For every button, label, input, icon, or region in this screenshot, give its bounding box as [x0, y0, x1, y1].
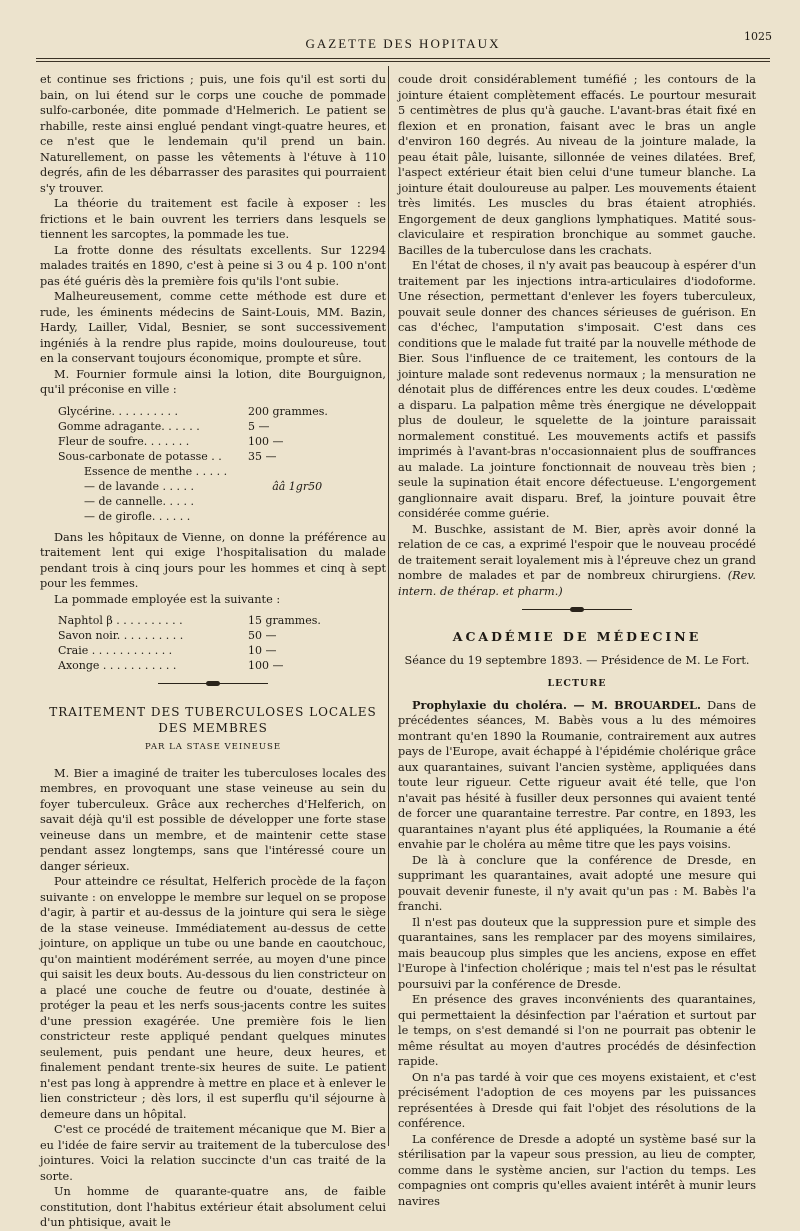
- paragraph: En l'état de choses, il n'y avait pas beaucoup à espérer d'un traitement par les injections intra-articulaires d'iodoforme. Une résection, permettant d'enlever les foyers tuberculeux, pouvait seule donner des chances sérieuses de guérison. En cas d'échec, l'amputation s'imposait. C'est dans ces conditions que le malade fut traité par la nouvelle méthode de Bier. Sous l'influence de ce traitement, les contours de la jointure malade sont redevenus normaux ; la mensuration ne dénotait plus de différences entre les deux coudes. L'œdème a disparu. La palpation même très énergique ne développait plus de douleur, le squelette de la jointure paraissait normalement constitué. Les mouvements actifs et passifs imprimés à l'avant-bras n'occasionnaient plus de souffrances au malade. La jointure fonctionnait de nouveau très bien ; seule la supination était encore défectueuse. L'engorgement ganglionnaire avait disparu. Bref, la jointure pouvait être considérée comme guérie.: [398, 259, 756, 520]
- recipe-row: [58, 613, 386, 628]
- left-column: [40, 72, 386, 1231]
- citation: (Rev. intern. de thérap. et pharm.): [398, 569, 756, 598]
- recipe-row: [58, 479, 386, 494]
- academy-title: ACADÉMIE DE MÉDECINE: [452, 629, 702, 644]
- ingredient: Sous-carbonate de potasse . .: [58, 449, 222, 463]
- pomade-recipe: [58, 613, 386, 673]
- paragraph-text: M. Buschke, assistant de M. Bier, après avoir donné la relation de ce cas, a exprimé l'espoir que le nouveau procédé de traitement serait loyalement mis à l'épreuve chez un grand nombre de malades et par de nombreux chirurgiens.: [398, 522, 756, 582]
- lecture-heading: LECTURE: [547, 678, 607, 689]
- ingredient: Naphtol β . . . . . . . . . .: [58, 614, 183, 627]
- ingredient: — de lavande . . . . .: [84, 479, 194, 493]
- header-rule: [36, 58, 770, 59]
- paragraph: M. Bier a imaginé de traiter les tuberculoses locales des membres, en provoquant une stase veineuse au sein du foyer tuberculeux. Grâce aux recherches d'Helferich, on savait déjà qu'il est possible de développer une forte stase veineuse dans un membre, et de maintenir cette stase pendant assez longtemps, sans que l'intéressé coure un danger sérieux.: [40, 766, 386, 873]
- ornament-divider: [522, 607, 632, 613]
- ingredient: Savon noir. . . . . . . . . .: [58, 629, 184, 642]
- page-header: [30, 30, 776, 58]
- paragraph: et continue ses frictions ; puis, une fois qu'il est sorti du bain, on lui étend sur le corps une couche de pommade sulfo-carbonée, dite pommade d'Helmerich. Le patient se rhabille, reste ainsi englué pendant vingt-quatre heures, et ce n'est que le lendemain qu'il prend un bain. Naturellement, on passe les vêtements à l'étuve à 110 degrés, afin de les débarrasser des parasites qui pourraient s'y trouver.: [40, 73, 386, 195]
- dose: 15 grammes.: [248, 614, 321, 627]
- recipe-row: [58, 434, 386, 449]
- recipe-row: [58, 419, 386, 434]
- ingredient: — de cannelle. . . . .: [84, 494, 194, 508]
- paragraph: Il n'est pas douteux que la suppression pure et simple des quarantaines, sans les remplacer par des moyens similaires, mais beaucoup plus simples que les anciens, expose en effet l'Europe à l'infection cholérique ; mais tel n'est pas le résultat poursuivi par la conférence de Dresde.: [398, 915, 756, 991]
- paragraph: La théorie du traitement est facile à exposer : les frictions et le bain ouvrent les terriers dans lesquels se tiennent les sarcoptes, la pommade les tue.: [40, 197, 386, 241]
- dose: 35 —: [248, 449, 277, 463]
- right-column: [398, 72, 756, 1209]
- dose: ââ 1gr50: [272, 479, 323, 493]
- dose: [269, 509, 386, 524]
- recipe-row: [58, 509, 386, 524]
- section-byline: PAR LA STASE VEINEUSE: [144, 742, 282, 752]
- recipe-row: [58, 658, 386, 673]
- paragraph-text: Dans de précédentes séances, M. Babès vous a lu des mémoires montrant qu'en 1890 la Roumanie, contrairement aux autres pays de l'Europe, avait échappé à l'épidémie cholérique grâce aux quarantaines, suivant l'ancien système, appliquées dans toute leur rigueur. Cette rigueur avait été telle, que l'on n'avait pas hésité à fusiller deux personnes qui avaient tenté de forcer une quarantaine terrestre. Par contre, en 1893, les quarantaines n'ayant plus été appliquées, la Roumanie a été envahie par le choléra au même titre que les pays voisins.: [398, 698, 757, 851]
- lotion-recipe: [58, 404, 386, 524]
- ingredient: Gomme adragante. . . . . .: [58, 419, 200, 433]
- ingredient: Glycérine. . . . . . . . . .: [58, 404, 178, 418]
- paragraph: C'est ce procédé de traitement mécanique que M. Bier a eu l'idée de faire servir au traitement de la tuberculose des jointures. Voici la relation succincte d'un cas traité de la sorte.: [40, 1123, 386, 1183]
- column-divider: [388, 66, 389, 1146]
- dose: 50 —: [248, 629, 277, 642]
- paragraph: Malheureusement, comme cette méthode est dure et rude, les éminents médecins de Saint-Louis, MM. Bazin, Hardy, Lailler, Vidal, Besnier, se sont successivement ingéniés à la rendre plus rapide, moins douloureuse, tout en la conservant toujours économique, prompte et sûre.: [40, 290, 386, 365]
- journal-title: GAZETTE DES HOPITAUX: [305, 36, 501, 51]
- dose: 100 —: [248, 434, 284, 448]
- ingredient: Essence de menthe . . . . .: [84, 464, 228, 478]
- recipe-row: [58, 494, 386, 509]
- dose: [269, 494, 386, 509]
- header-rule-double: [36, 61, 770, 62]
- article-lead: Prophylaxie du choléra. — M. BROUARDEL.: [412, 697, 701, 712]
- paragraph: En présence des graves inconvénients des quarantaines, qui permettaient la désinfection par l'aération et surtout par le temps, on s'est demandé si l'on ne pourrait pas obtenir le même résultat au moyen d'autres procédés de désinfection rapide.: [398, 993, 756, 1068]
- page-number: 1025: [744, 30, 772, 43]
- paragraph: [398, 698, 756, 853]
- paragraph: Pour atteindre ce résultat, Helferich procède de la façon suivante : on enveloppe le membre sur lequel on se propose d'agir, à partir et au-dessus de la jointure qui sera le siège de la stase veineuse. Immédiatement au-dessus de cette jointure, on applique un tube ou une bande en caoutchouc, qu'on maintient modérément serrée, au moyen d'une pince qui saisit les deux bouts. Au-dessous du lien constricteur on a placé une couche de feutre ou d'ouate, destinée à protéger la peau et les nerfs sous-jacents contre les suites d'une pression exagérée. Une première fois le lien constricteur reste appliqué pendant quelques minutes seulement, puis pendant une heure, deux heures, et finalement pendant trente-six heures de suite. Le patient n'est pas long à apprendre à mettre en place et à enlever le lien constricteur ; dès lors, il est superflu qu'il séjourne à demeure dans un hôpital.: [40, 875, 386, 1121]
- paragraph: La conférence de Dresde a adopté un système basé sur la stérilisation par la vapeur sous pression, au lieu de compter, comme dans le système ancien, sur l'action du temps. Les compagnies ont compris qu'elles avaient intérêt à munir leurs navires: [398, 1132, 756, 1208]
- ingredient: — de girofle. . . . . .: [84, 509, 191, 523]
- paragraph: Un homme de quarante-quatre ans, de faible constitution, dont l'habitus extérieur était absolument celui d'un phtisique, avait le: [40, 1185, 386, 1229]
- dose: [269, 464, 386, 479]
- session-line: Séance du 19 septembre 1893. — Présidence de M. Le Fort.: [404, 653, 750, 667]
- dose: 100 —: [248, 659, 284, 672]
- recipe-row: [58, 628, 386, 643]
- recipe-row: [58, 643, 386, 658]
- paragraph: coude droit considérablement tuméfié ; les contours de la jointure étaient complètement effacés. Le pourtour mesurait 5 centimètres de plus qu'à gauche. L'avant-bras était fixé en flexion et en pronation, faisant avec le bras un angle d'environ 160 degrés. Au niveau de la jointure malade, la peau était pâle, luisante, sillonnée de veines dilatées. Bref, l'aspect extérieur était bien celui d'une tumeur blanche. La jointure était douloureuse au palper. Les mouvements étaient très limités. Les muscles du bras étaient atrophiés. Engorgement de deux ganglions lymphatiques. Matité sous-claviculaire et respiration bronchique au sommet gauche. Bacilles de la tuberculose dans les crachats.: [398, 73, 756, 257]
- paragraph: [398, 522, 756, 600]
- dose: 10 —: [248, 644, 277, 657]
- recipe-row: [58, 449, 386, 464]
- ingredient: Craie . . . . . . . . . . . .: [58, 644, 173, 657]
- ingredient: Fleur de soufre. . . . . . .: [58, 434, 190, 448]
- paragraph: Dans les hôpitaux de Vienne, on donne la préférence au traitement lent qui exige l'hospitalisation du malade pendant trois à cinq jours pour les hommes et cinq à sept pour les femmes.: [40, 530, 386, 590]
- ornament-divider: [158, 681, 268, 687]
- recipe-row: [58, 464, 386, 479]
- paragraph: La pommade employée est la suivante :: [54, 592, 281, 606]
- recipe-row: [58, 404, 386, 419]
- ingredient: Axonge . . . . . . . . . . .: [58, 659, 177, 672]
- dose: 5 —: [248, 419, 270, 433]
- section-title: TRAITEMENT DES TUBERCULOSES LOCALES DES MEMBRES: [49, 705, 377, 735]
- paragraph: De là à conclure que la conférence de Dresde, en supprimant les quarantaines, avait adopté une mesure qui pouvait devenir funeste, il n'y avait qu'un pas : M. Babès l'a franchi.: [398, 853, 756, 913]
- dose: 200 grammes.: [248, 404, 328, 418]
- paragraph: On n'a pas tardé à voir que ces moyens existaient, et c'est précisément l'adoption de ces moyens par les puissances représentées à Dresde qui fait l'objet des résolutions de la conférence.: [398, 1070, 756, 1130]
- paragraph: La frotte donne des résultats excellents. Sur 12294 malades traités en 1890, c'est à peine si 3 ou 4 p. 100 n'ont pas été guéris dès la première fois qu'ils l'ont subie.: [40, 243, 386, 288]
- paragraph: M. Fournier formule ainsi la lotion, dite Bourguignon, qu'il préconise en ville :: [40, 367, 386, 396]
